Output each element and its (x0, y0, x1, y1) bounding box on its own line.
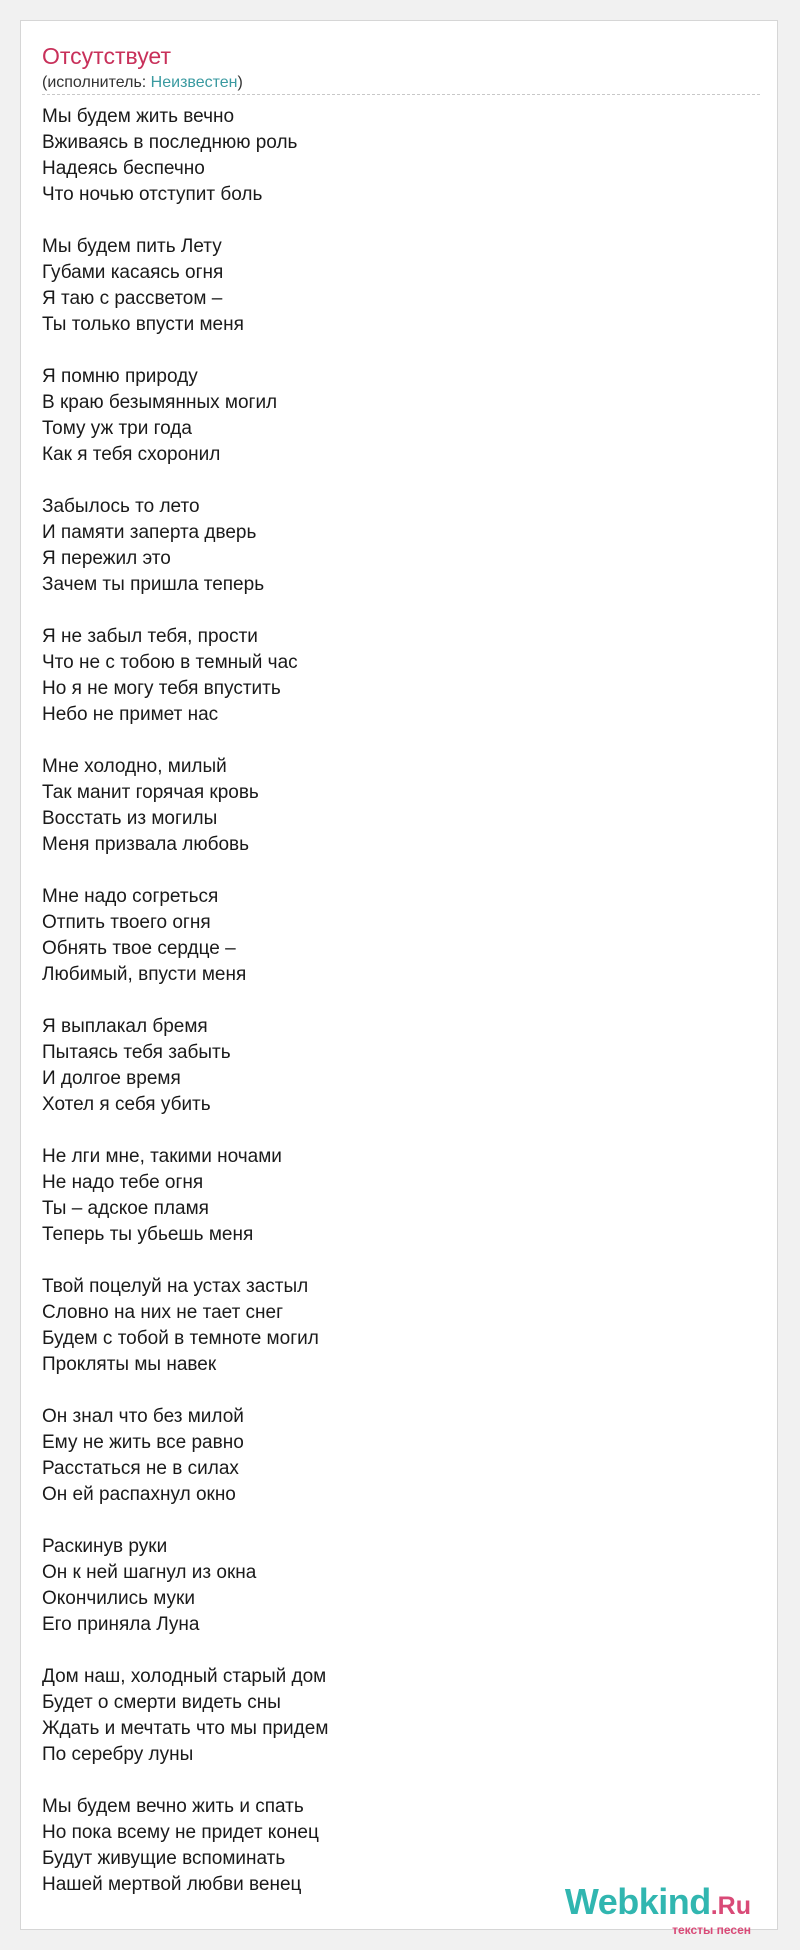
lyric-line: Мы будем пить Лету (42, 236, 222, 257)
lyric-line: Я пережил это (42, 548, 171, 569)
lyric-line: Восстать из могилы (42, 808, 218, 829)
webkind-logo[interactable] (564, 1881, 751, 1937)
artist-line (42, 74, 243, 92)
lyric-line: Но пока всему не придет конец (42, 1822, 319, 1843)
lyric-line: Я не забыл тебя, прости (42, 626, 258, 647)
lyric-line: Он к ней шагнул из окна (42, 1562, 257, 1583)
lyric-line: Мне надо согреться (42, 886, 219, 907)
lyric-line: По серебру луны (42, 1744, 194, 1765)
lyric-line: В краю безымянных могил (42, 392, 278, 413)
song-title: Отсутствует (42, 43, 171, 69)
lyric-line: Небо не примет нас (42, 704, 219, 725)
lyric-line: Обнять твое сердце – (42, 938, 236, 959)
lyric-line: Его приняла Луна (42, 1614, 200, 1635)
artist-link[interactable]: Неизвестен (150, 74, 238, 91)
lyric-line: Отпить твоего огня (42, 912, 211, 933)
lyrics-stanza (42, 1014, 328, 1118)
logo-main-text: Webkind (564, 1881, 711, 1922)
lyric-line: Ты только впусти меня (42, 314, 244, 335)
lyric-line: Как я тебя схоронил (42, 444, 221, 465)
lyric-line: Ждать и мечтать что мы придем (42, 1718, 329, 1739)
lyric-line: Вживаясь в последнюю роль (42, 132, 298, 153)
lyric-line: Забылось то лето (42, 496, 200, 517)
lyric-line: Не лги мне, такими ночами (42, 1146, 282, 1167)
lyrics-stanza (42, 104, 328, 208)
lyric-line: Мы будем вечно жить и спать (42, 1796, 304, 1817)
lyrics-stanza (42, 1144, 328, 1248)
lyric-line: Меня призвала любовь (42, 834, 250, 855)
lyric-line: Раскинув руки (42, 1536, 168, 1557)
lyric-line: Теперь ты убьешь меня (42, 1224, 254, 1245)
lyric-line: Он знал что без милой (42, 1406, 244, 1427)
lyrics-stanza (42, 234, 328, 338)
lyric-line: Прокляты мы навек (42, 1354, 217, 1375)
lyrics-stanza (42, 1274, 328, 1378)
lyric-line: Что ночью отступит боль (42, 184, 263, 205)
lyric-line: Словно на них не тает снег (42, 1302, 284, 1323)
lyrics-stanza (42, 364, 328, 468)
lyric-line: И памяти заперта дверь (42, 522, 257, 543)
lyric-line: Ему не жить все равно (42, 1432, 244, 1453)
lyric-line: Будет о смерти видеть сны (42, 1692, 281, 1713)
lyric-line: Так манит горячая кровь (42, 782, 259, 803)
artist-suffix: ) (237, 74, 243, 91)
lyric-line: Я выплакал бремя (42, 1016, 208, 1037)
lyric-line: Он ей распахнул окно (42, 1484, 236, 1505)
lyric-line: Будем с тобой в темноте могил (42, 1328, 319, 1349)
logo-suffix-text: .Ru (710, 1892, 751, 1920)
lyric-line: Пытаясь тебя забыть (42, 1042, 231, 1063)
lyric-line: Тому уж три года (42, 418, 192, 439)
lyrics-stanza (42, 1794, 328, 1898)
lyrics-body (42, 104, 328, 1924)
lyrics-stanza (42, 494, 328, 598)
lyrics-stanza (42, 1534, 328, 1638)
lyric-line: Хотел я себя убить (42, 1094, 211, 1115)
lyric-line: И долгое время (42, 1068, 181, 1089)
dashed-divider (42, 94, 760, 95)
lyric-line: Будут живущие вспоминать (42, 1848, 286, 1869)
lyrics-stanza (42, 754, 328, 858)
lyrics-stanza (42, 624, 328, 728)
lyric-line: Дом наш, холодный старый дом (42, 1666, 327, 1687)
lyric-line: Что не с тобою в темный час (42, 652, 298, 673)
lyric-line: Но я не могу тебя впустить (42, 678, 281, 699)
lyric-line: Я таю с рассветом – (42, 288, 223, 309)
lyrics-stanza (42, 1404, 328, 1508)
lyric-line: Губами касаясь огня (42, 262, 224, 283)
lyrics-stanza (42, 1664, 328, 1768)
lyric-line: Мне холодно, милый (42, 756, 227, 777)
lyric-line: Зачем ты пришла теперь (42, 574, 265, 595)
lyric-line: Мы будем жить вечно (42, 106, 235, 127)
lyric-line: Не надо тебе огня (42, 1172, 204, 1193)
lyric-line: Ты – адское пламя (42, 1198, 209, 1219)
lyric-line: Расстаться не в силах (42, 1458, 239, 1479)
lyric-line: Надеясь беспечно (42, 158, 205, 179)
lyrics-stanza (42, 884, 328, 988)
lyric-line: Любимый, впусти меня (42, 964, 247, 985)
lyric-line: Твой поцелуй на устах застыл (42, 1276, 309, 1297)
artist-prefix: (исполнитель: (42, 74, 151, 91)
lyric-line: Окончились муки (42, 1588, 195, 1609)
lyric-line: Нашей мертвой любви венец (42, 1874, 302, 1895)
lyric-line: Я помню природу (42, 366, 198, 387)
logo-tagline: тексты песен (672, 1923, 751, 1937)
lyrics-card (20, 20, 778, 1937)
